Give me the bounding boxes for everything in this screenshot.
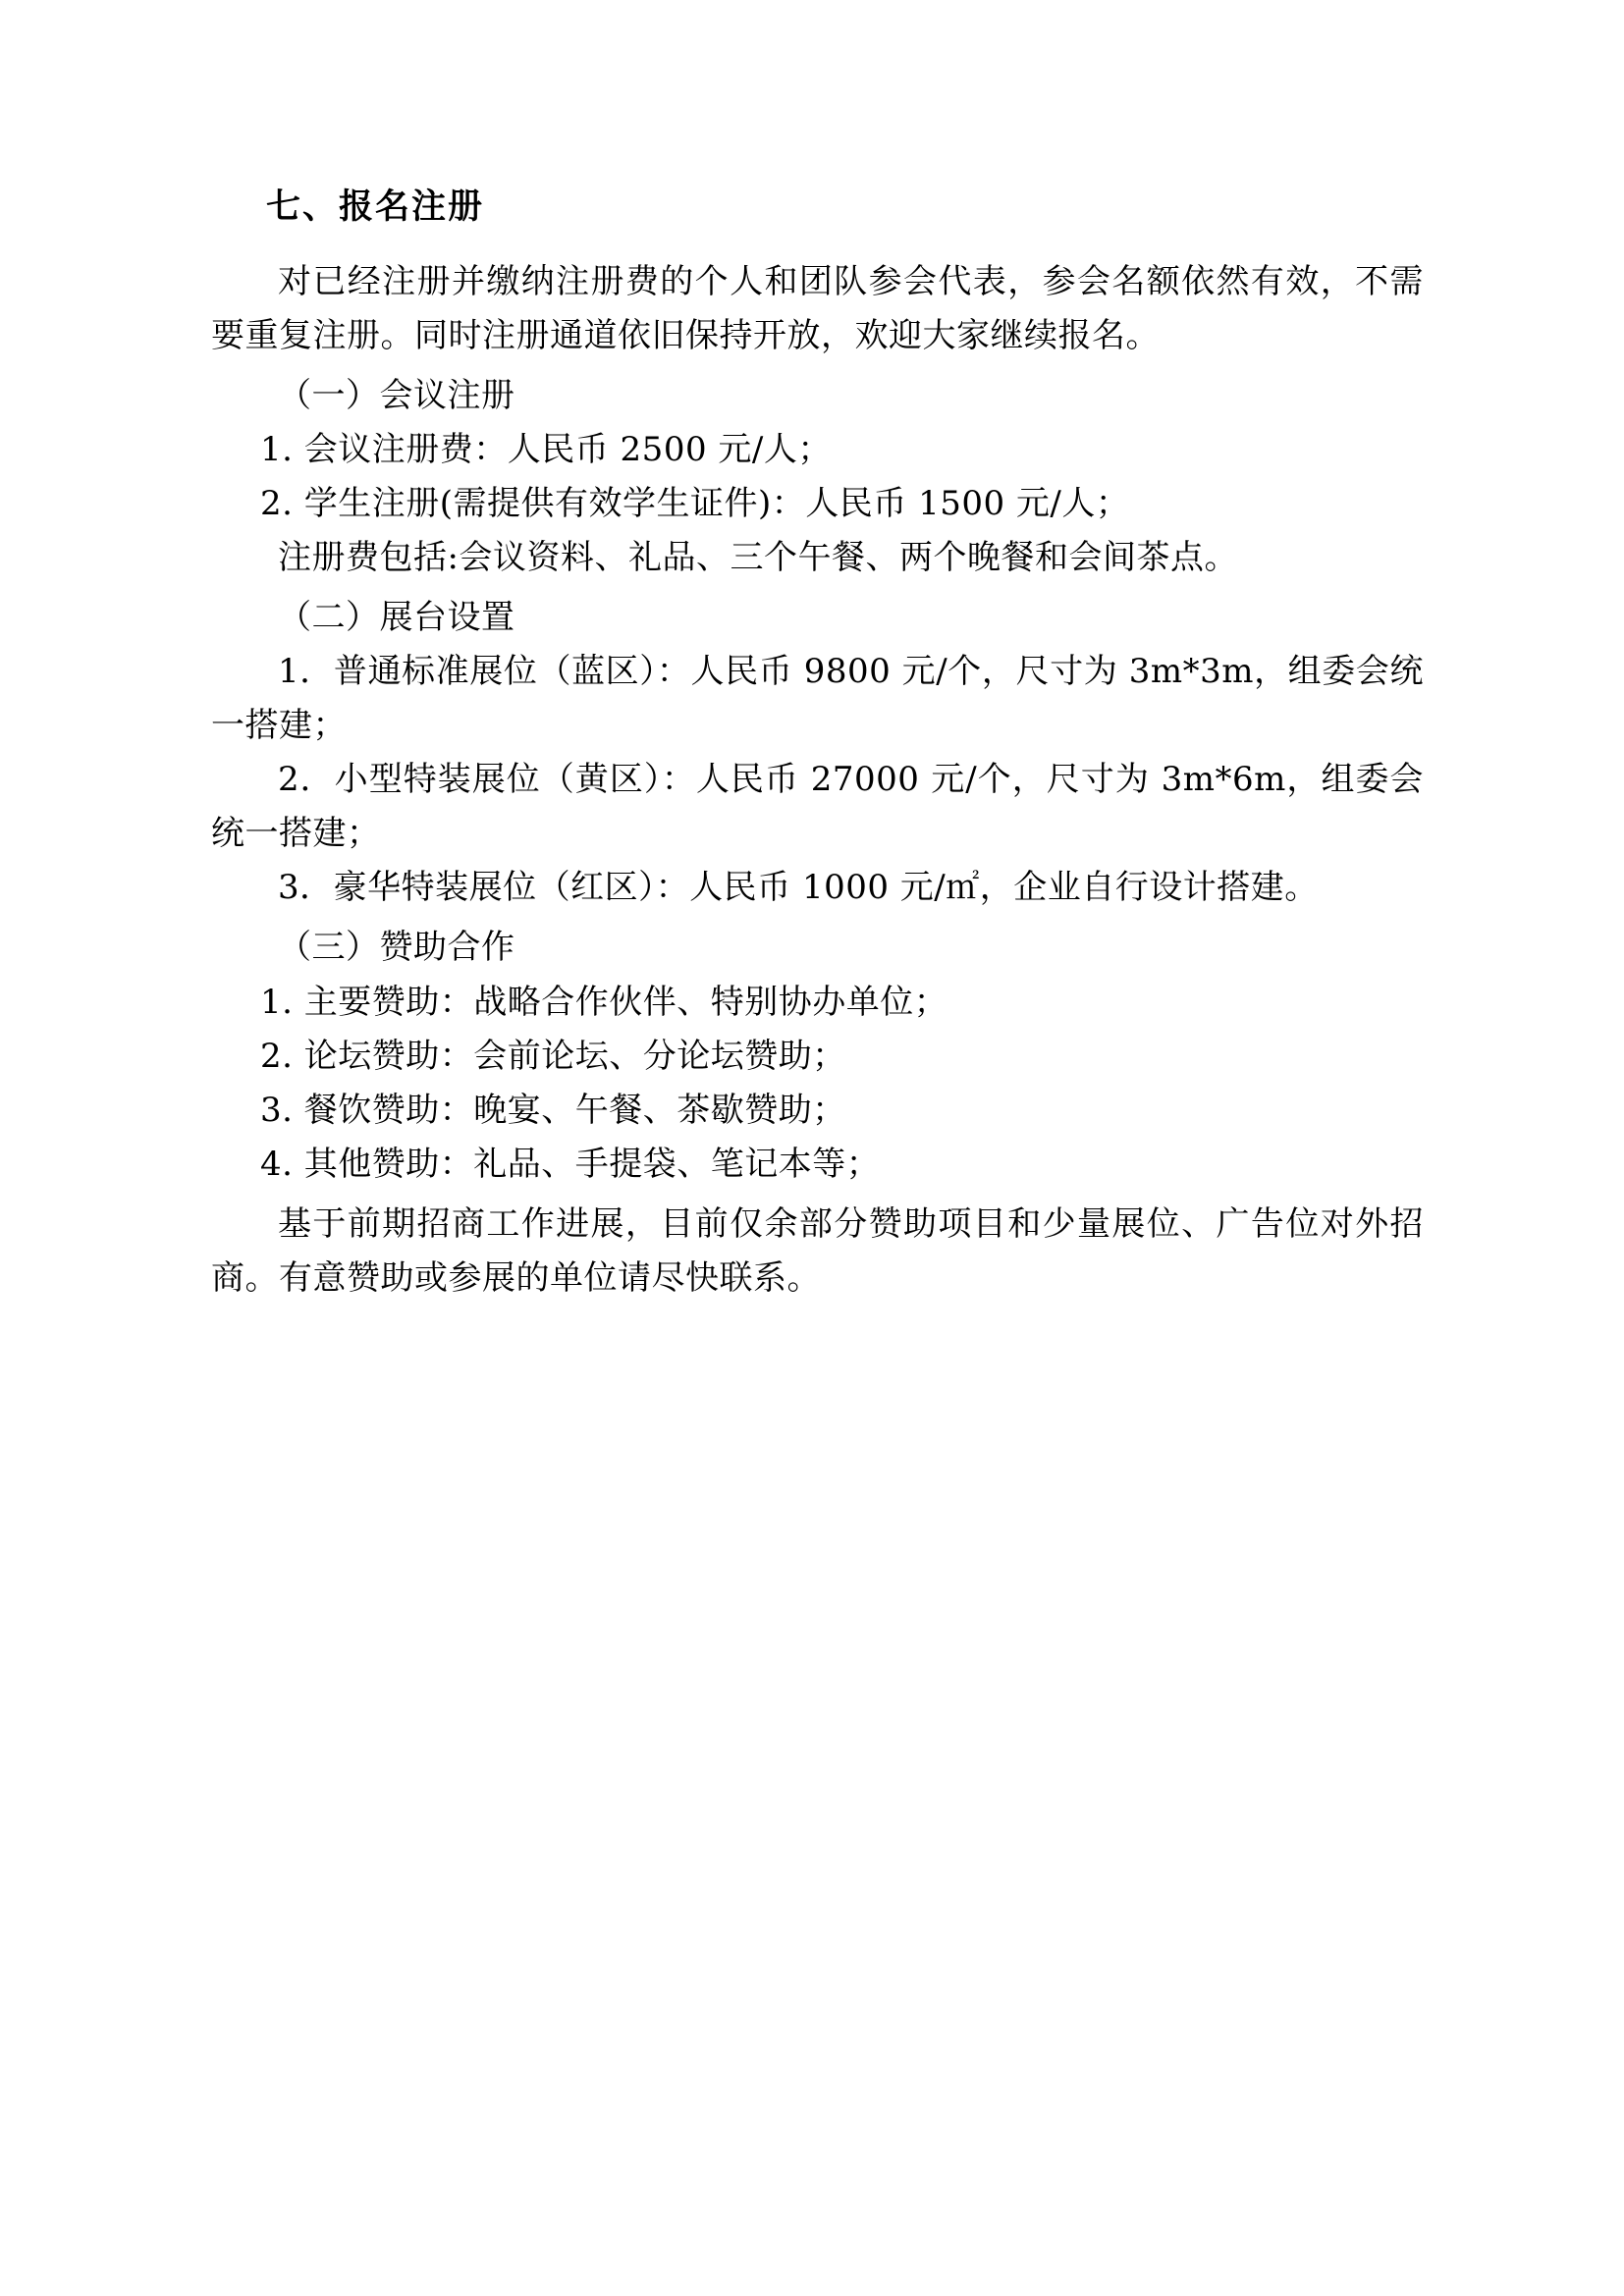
closing-paragraph: 基于前期招商工作进展，目前仅余部分赞助项目和少量展位、广告位对外招商。有意赞助或参展的单位请尽快联系。 bbox=[211, 1203, 1424, 1298]
subsection-2-item-2: 2．小型特装展位（黄区）：人民币 27000 元/个，尺寸为 3m*6m，组委会统一搭建； bbox=[211, 760, 1424, 854]
subsection-2-item-3: 3．豪华特装展位（红区）：人民币 1000 元/㎡，企业自行设计搭建。 bbox=[278, 868, 1319, 908]
subsection-1-title: （一）会议注册 bbox=[278, 375, 515, 415]
subsection-1-item-3: 注册费包括:会议资料、礼品、三个午餐、两个晚餐和会间茶点。 bbox=[278, 537, 1238, 577]
subsection-2-item-1: 1．普通标准展位（蓝区）：人民币 9800 元/个，尺寸为 3m*3m，组委会统一搭建； bbox=[211, 652, 1424, 746]
subsection-3-title: （三）赞助合作 bbox=[278, 928, 515, 968]
page-title: 七、报名注册 bbox=[266, 187, 485, 227]
document-body bbox=[211, 182, 1424, 1306]
subsection-3-item-1: 1. 主要赞助：战略合作伙伴、特别协办单位； bbox=[260, 982, 948, 1022]
subsection-3-item-2: 2. 论坛赞助：会前论坛、分论坛赞助； bbox=[260, 1036, 846, 1076]
subsection-1-item-2: 2. 学生注册(需提供有效学生证件)：人民币 1500 元/人； bbox=[260, 483, 1130, 523]
subsection-3-item-4: 4. 其他赞助：礼品、手提袋、笔记本等； bbox=[260, 1144, 881, 1184]
subsection-1-item-1: 1. 会议注册费：人民币 2500 元/人； bbox=[260, 429, 832, 469]
intro-paragraph: 对已经注册并缴纳注册费的个人和团队参会代表，参会名额依然有效，不需要重复注册。同时注册通道依旧保持开放，欢迎大家继续报名。 bbox=[211, 261, 1424, 355]
subsection-2-title: （二）展台设置 bbox=[278, 597, 515, 637]
subsection-3-item-3: 3. 餐饮赞助：晚宴、午餐、茶歇赞助； bbox=[260, 1090, 846, 1130]
